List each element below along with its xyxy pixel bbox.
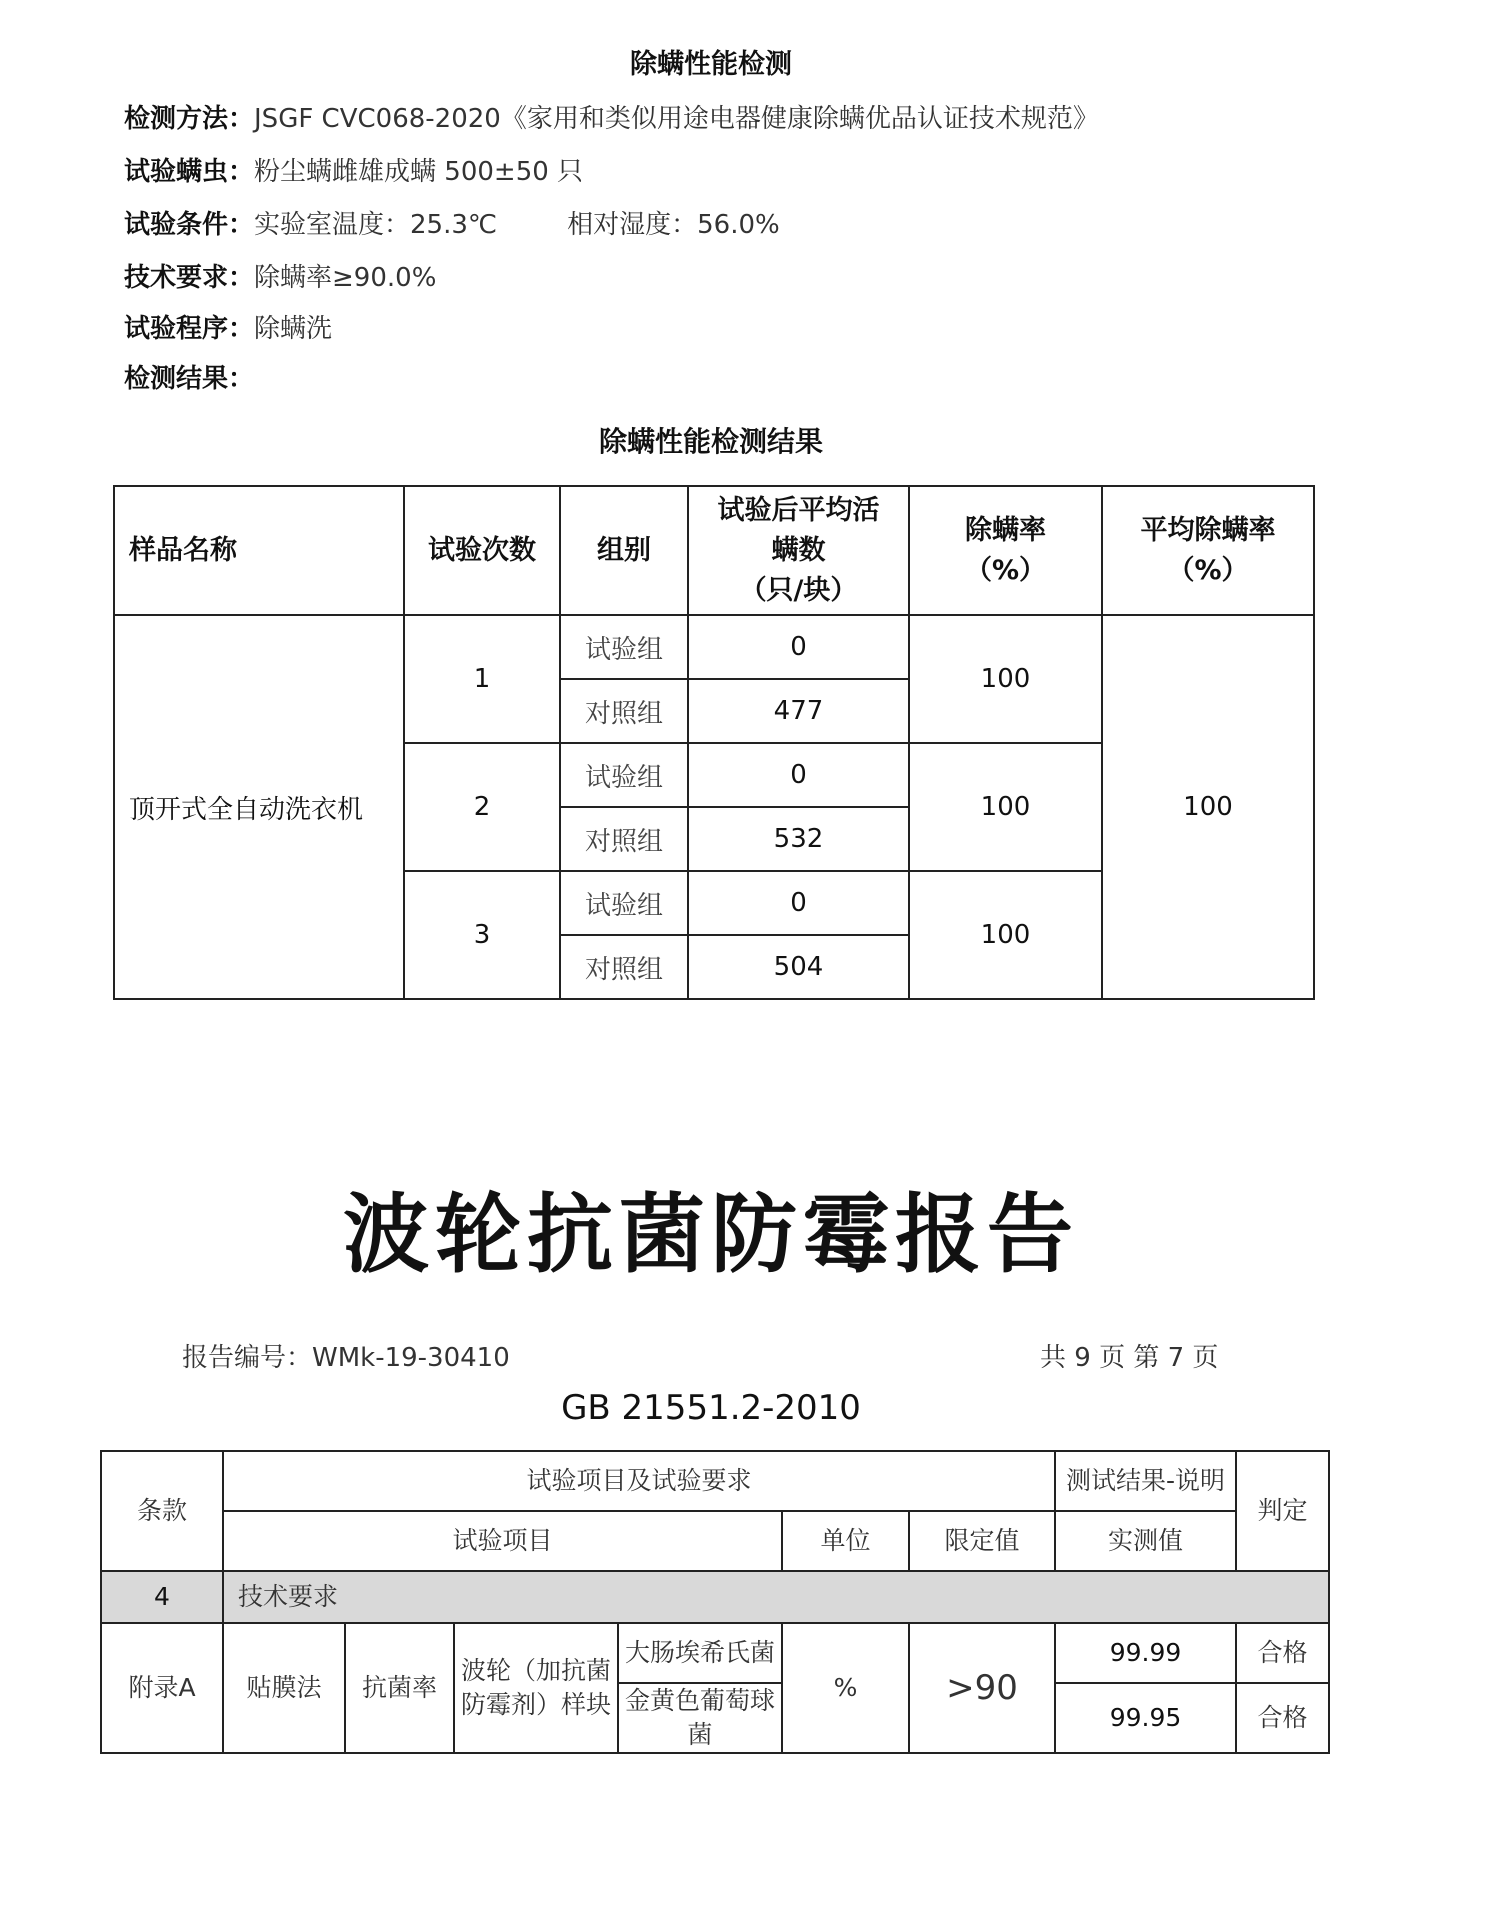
judgement-cell: 合格 [1236,1623,1329,1683]
report-title-antibacterial: 波轮抗菌防霉报告 [343,1185,1079,1285]
unit-cell: % [782,1623,909,1753]
info-row-mites [124,156,583,188]
mite-count-cell: 532 [688,807,909,871]
group-cell: 对照组 [560,935,688,999]
section-title-mite-removal: 除螨性能检测 [630,49,792,80]
header-trials: 试验次数 [404,486,560,615]
report-number: 报告编号：WMk-19-30410 [182,1343,510,1373]
mite-count-cell: 0 [688,615,909,679]
page-counter: 共 9 页 第 7 页 [1040,1343,1219,1373]
clause-cell: 附录A [101,1623,223,1753]
table-header-row [114,486,1314,615]
bacteria-cell: 金黄色葡萄球菌 [618,1683,782,1753]
measured-value-cell: 99.95 [1055,1683,1236,1753]
mite-count-cell: 477 [688,679,909,743]
trial-number-cell: 2 [404,743,560,871]
trial-number-cell: 3 [404,871,560,999]
judgement-cell: 合格 [1236,1683,1329,1753]
trial-number-cell: 1 [404,615,560,743]
info-label: 技术要求： [124,263,255,293]
group-cell: 对照组 [560,807,688,871]
header-unit: 单位 [782,1511,909,1571]
header-line: 试验后平均活 [717,494,880,526]
header-test-item: 试验项目 [223,1511,782,1571]
section-text-cell: 技术要求 [223,1571,1329,1623]
info-value: 除螨洗 [254,314,333,344]
header-group: 组别 [560,486,688,615]
header-line: 除螨率 [965,514,1046,546]
mite-count-cell: 504 [688,935,909,999]
mite-results-table [113,485,1315,1000]
info-row-procedure [124,313,332,345]
property-cell: 抗菌率 [345,1623,454,1753]
standard-number: GB 21551.2-2010 [561,1388,861,1428]
info-row-conditions [124,209,780,241]
removal-rate-cell: 100 [909,871,1102,999]
mite-count-cell: 0 [688,743,909,807]
header-removal-rate [909,486,1102,615]
measured-value-cell: 99.99 [1055,1623,1236,1683]
group-cell: 试验组 [560,743,688,807]
info-value: JSGF CVC068-2020《家用和类似用途电器健康除螨优品认证技术规范》 [254,104,1099,134]
header-line: 平均除螨率 [1140,514,1276,546]
table-header-row [101,1451,1329,1511]
antibacterial-table [100,1450,1330,1754]
info-label: 检测结果： [124,364,255,394]
table-title-mite-results: 除螨性能检测结果 [598,425,823,458]
header-line: （只/块） [739,574,858,606]
group-cell: 对照组 [560,679,688,743]
header-clause: 条款 [101,1451,223,1571]
header-avg-removal-rate [1102,486,1314,615]
header-items-requirements: 试验项目及试验要求 [223,1451,1055,1511]
header-line: 螨数 [771,534,826,566]
removal-rate-cell: 100 [909,615,1102,743]
table-row-section [101,1571,1329,1623]
sample-cell: 波轮（加抗菌防霉剂）样块 [454,1623,618,1753]
table-header-row [101,1511,1329,1571]
limit-cell: >90 [909,1623,1055,1753]
header-judgement: 判定 [1236,1451,1329,1571]
info-label: 试验螨虫： [124,157,255,187]
mite-count-cell: 0 [688,871,909,935]
info-value: 除螨率≥90.0% [254,263,437,293]
info-label: 试验程序： [124,314,255,344]
info-value-humidity: 相对湿度：56.0% [567,210,780,240]
info-value: 粉尘螨雌雄成螨 500±50 只 [254,157,584,187]
header-test-result: 测试结果-说明 [1055,1451,1236,1511]
average-rate-cell: 100 [1102,615,1314,999]
group-cell: 试验组 [560,871,688,935]
table-row [101,1623,1329,1683]
info-row-result [124,363,254,395]
info-value: 实验室温度：25.3℃ [254,210,498,240]
group-cell: 试验组 [560,615,688,679]
section-clause-cell: 4 [101,1571,223,1623]
header-avg-live-mites [688,486,909,615]
info-row-requirement [124,262,436,294]
info-label: 检测方法： [124,104,255,134]
removal-rate-cell: 100 [909,743,1102,871]
header-line: （%） [1167,554,1249,586]
header-limit: 限定值 [909,1511,1055,1571]
table-row [114,615,1314,679]
sample-name-cell: 顶开式全自动洗衣机 [114,615,404,999]
header-sample-name: 样品名称 [114,486,404,615]
info-label: 试验条件： [124,210,255,240]
header-measured: 实测值 [1055,1511,1236,1571]
method-cell: 贴膜法 [223,1623,345,1753]
bacteria-cell: 大肠埃希氏菌 [618,1623,782,1683]
header-line: （%） [964,554,1047,586]
info-row-method [124,103,1099,135]
